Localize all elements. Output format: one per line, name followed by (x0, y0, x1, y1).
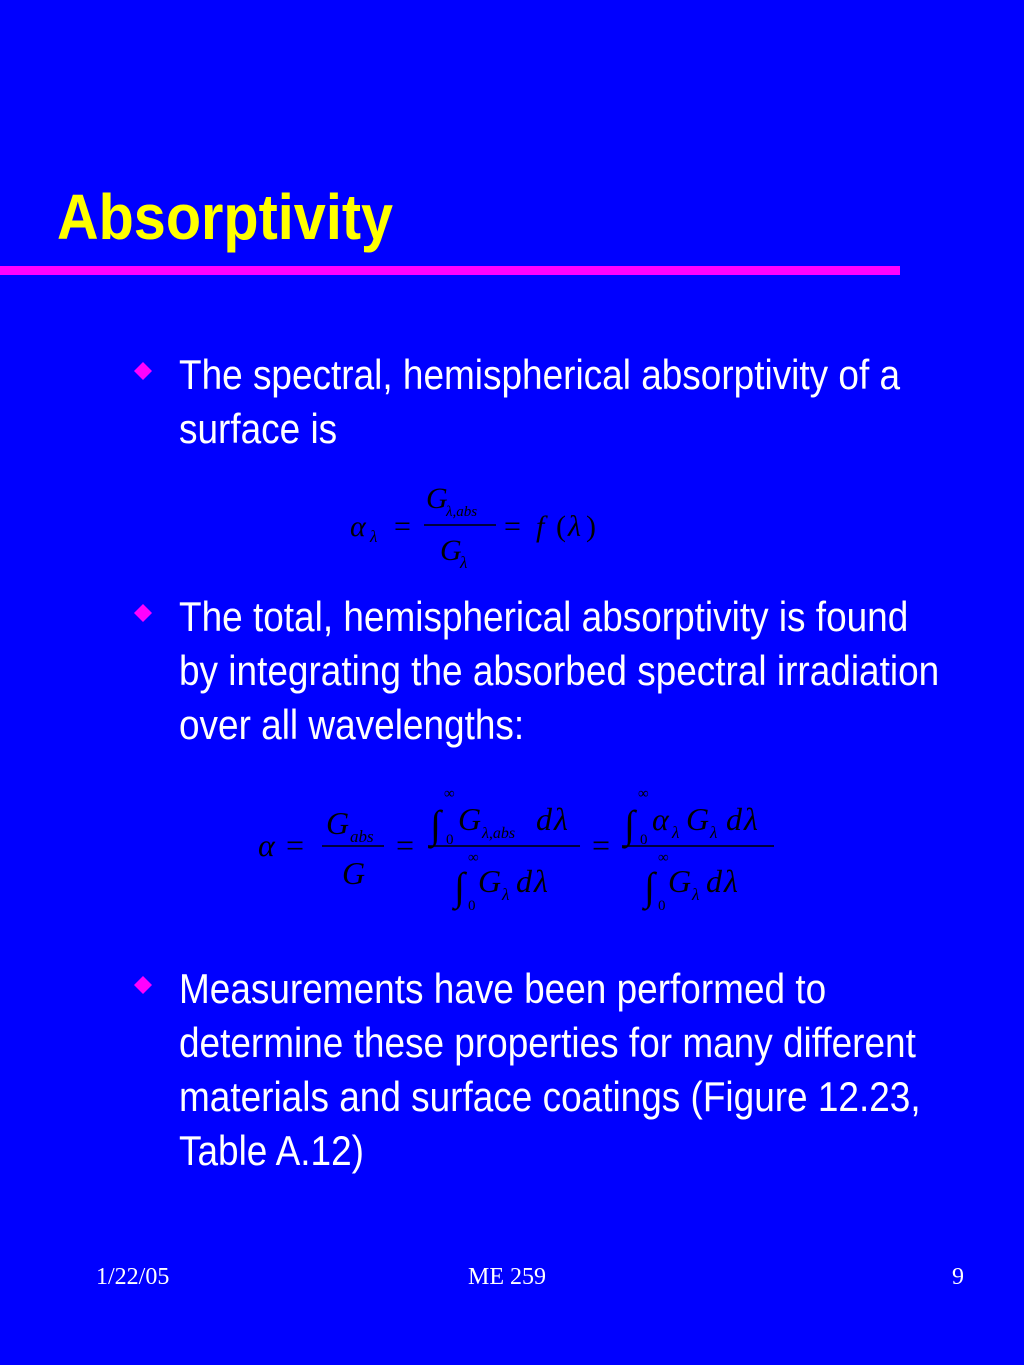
title-underline (0, 266, 900, 275)
eq2-G-abs: G (326, 805, 350, 841)
eq2-upper-3: ∞ (638, 786, 649, 802)
eq2-lambda-4: λ (724, 863, 738, 899)
eq2-alpha-lam-sub: λ (672, 823, 680, 842)
eq2-integral-3: ∫ (624, 802, 635, 847)
eq2-equals-1: = (286, 827, 305, 863)
diamond-bullet-icon (134, 362, 150, 378)
eq2-equals-2: = (396, 827, 415, 863)
eq2-upper-2: ∞ (468, 850, 479, 866)
diamond-bullet-icon (134, 604, 150, 620)
eq2-lower-4: 0 (658, 898, 666, 914)
eq2-lower-3: 0 (640, 832, 648, 848)
eq-G-den: G (440, 534, 462, 567)
eq-lambda-sub: λ (370, 527, 378, 546)
eq2-G-lam-3: G (668, 863, 692, 899)
eq2-G-lam-sub-2: λ (710, 823, 718, 842)
eq-f: f (536, 510, 545, 543)
eq2-d-3: d (726, 801, 742, 837)
eq-abs-sub: λ,abs (446, 504, 478, 520)
eq2-alpha-lam: α (652, 801, 669, 837)
eq2-d-4: d (706, 863, 722, 899)
eq-lparen: ( (556, 510, 566, 543)
eq2-lambda-2: λ (534, 863, 548, 899)
eq2-lam-abs-sub: λ,abs (482, 825, 516, 842)
total-absorptivity-equation (250, 780, 790, 920)
eq2-lower-1: 0 (446, 832, 454, 848)
eq-equals: = (394, 510, 411, 543)
eq2-lam-sub-3: λ (692, 885, 700, 904)
eq2-integral-2: ∫ (454, 864, 465, 909)
eq-rparen: ) (586, 510, 596, 543)
eq2-equals-3: = (592, 827, 611, 863)
eq2-lower-2: 0 (468, 898, 476, 914)
diamond-bullet-icon (134, 976, 150, 992)
footer-date: 1/22/05 (96, 1264, 170, 1290)
eq2-lam-sub: λ (502, 885, 510, 904)
footer-page-number: 9 (952, 1264, 964, 1290)
slide-title: Absorptivity (57, 181, 394, 253)
footer-course: ME 259 (468, 1264, 546, 1290)
eq2-G: G (342, 855, 366, 891)
eq-equals-2: = (504, 510, 521, 543)
eq2-G-lam-2: G (686, 801, 710, 837)
eq-G-num: G (426, 482, 448, 515)
eq-lambda: λ (568, 510, 581, 543)
bullet-text: The spectral, hemispherical absorptivity of a surface is (179, 351, 901, 452)
eq2-lambda-1: λ (554, 801, 568, 837)
eq2-upper-4: ∞ (658, 850, 669, 866)
eq2-d-1: d (536, 801, 552, 837)
eq2-alpha: α (258, 827, 275, 863)
eq2-lambda-3: λ (744, 801, 758, 837)
eq2-integral-1: ∫ (430, 802, 441, 847)
eq2-d-2: d (516, 863, 532, 899)
eq2-upper-1: ∞ (444, 786, 455, 802)
bullet-text: The total, hemispherical absorptivity is found by integrating the absorbed spectral irradiation over all wavelengths: (179, 593, 940, 748)
bullet-text: Measurements have been performed to determine these properties for many different materials and surface coatings (Figure 12.23, Table A.12) (179, 965, 921, 1174)
eq2-G-lam-abs: G (458, 801, 482, 837)
eq-lambda-sub-den: λ (460, 553, 468, 572)
eq2-G-lam: G (478, 863, 502, 899)
eq-alpha: α (350, 510, 366, 543)
eq2-integral-4: ∫ (644, 864, 655, 909)
spectral-absorptivity-equation (340, 478, 620, 578)
eq2-abs-sub: abs (350, 827, 374, 846)
